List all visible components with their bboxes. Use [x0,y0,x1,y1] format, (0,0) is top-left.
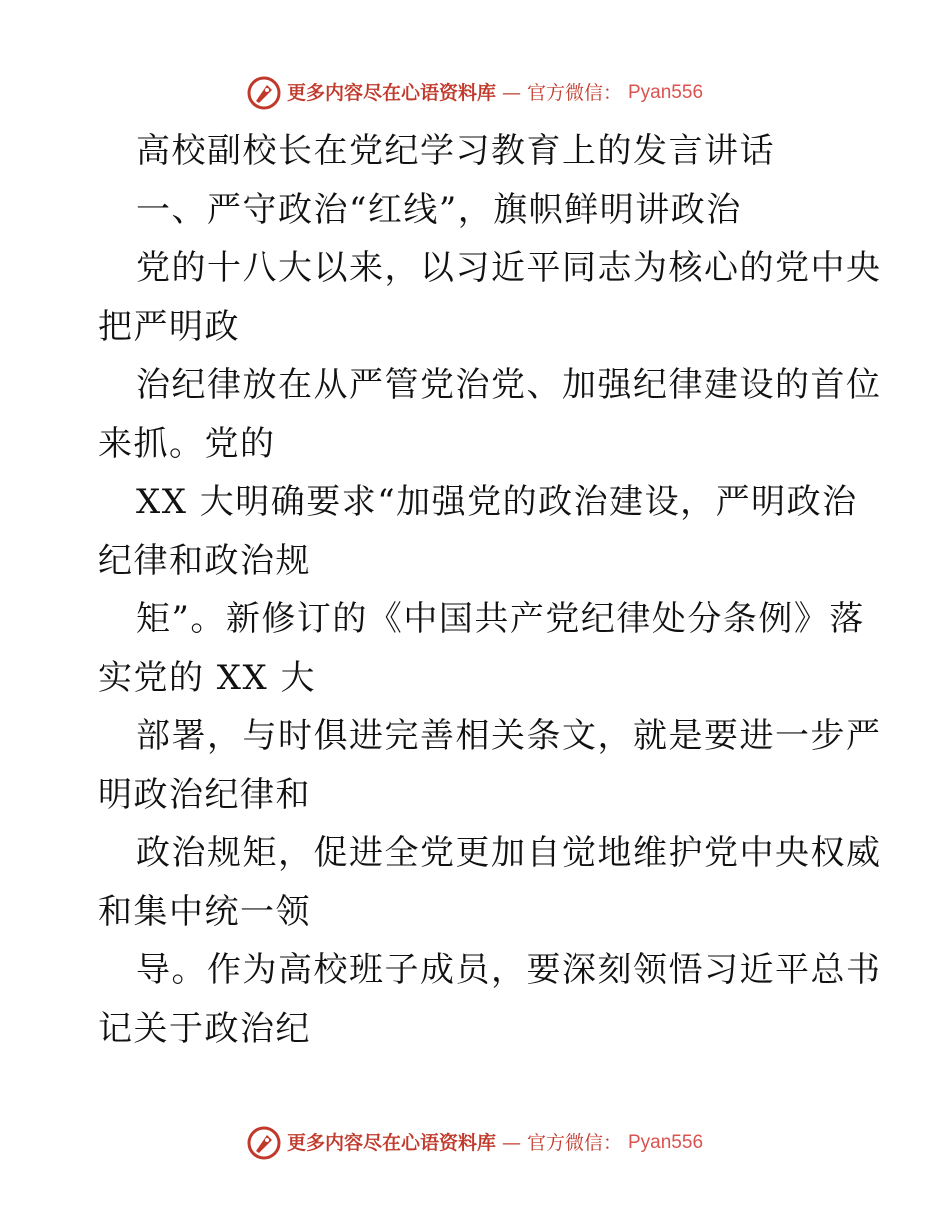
header-banner [0,76,950,110]
banner-dash: — [501,1132,521,1154]
paragraph-line: 明政治纪律和 [98,774,311,815]
wechat-label: 官方微信： [526,82,622,104]
paragraph-line: 来抓。党的 [98,423,276,464]
paragraph-line: XX 大明确要求“加强党的政治建设，严明政治 [136,482,858,522]
pen-nib-logo-icon [247,1126,281,1160]
paragraph-line: 政治规矩，促进全党更加自觉地维护党中央权威 [136,833,882,873]
promo-text: 更多内容尽在心语资料库 [286,82,496,104]
paragraph-line: 部署，与时俱进完善相关条文，就是要进一步严 [136,716,882,756]
paragraph-line: 治纪律放在从严管党治党、加强纪律建设的首位 [136,365,882,405]
wechat-label: 官方微信： [526,1132,622,1154]
paragraph-line: 矩”。新修订的《中国共产党纪律处分条例》落 [136,599,865,639]
document-body [98,122,882,1058]
paragraph-line: 党的十八大以来，以习近平同志为核心的党中央 [136,248,882,288]
footer-banner [0,1126,950,1160]
wechat-id: Pyan556 [628,1132,704,1153]
paragraph-line: 实党的 XX 大 [98,657,317,698]
paragraph-line: 导。作为高校班子成员，要深刻领悟习近平总书 [136,950,882,990]
paragraph-line: 把严明政 [98,306,240,347]
paragraph-line: 纪律和政治规 [98,540,311,581]
section-heading: 一、严守政治“红线”，旗帜鲜明讲政治 [136,189,742,230]
document-title: 高校副校长在党纪学习教育上的发言讲话 [136,131,775,171]
wechat-id: Pyan556 [628,82,704,103]
pen-nib-logo-icon [247,76,281,110]
paragraph-line: 和集中统一领 [98,891,311,932]
promo-text: 更多内容尽在心语资料库 [286,1132,496,1154]
paragraph-line: 记关于政治纪 [98,1008,311,1049]
banner-dash: — [501,82,521,104]
